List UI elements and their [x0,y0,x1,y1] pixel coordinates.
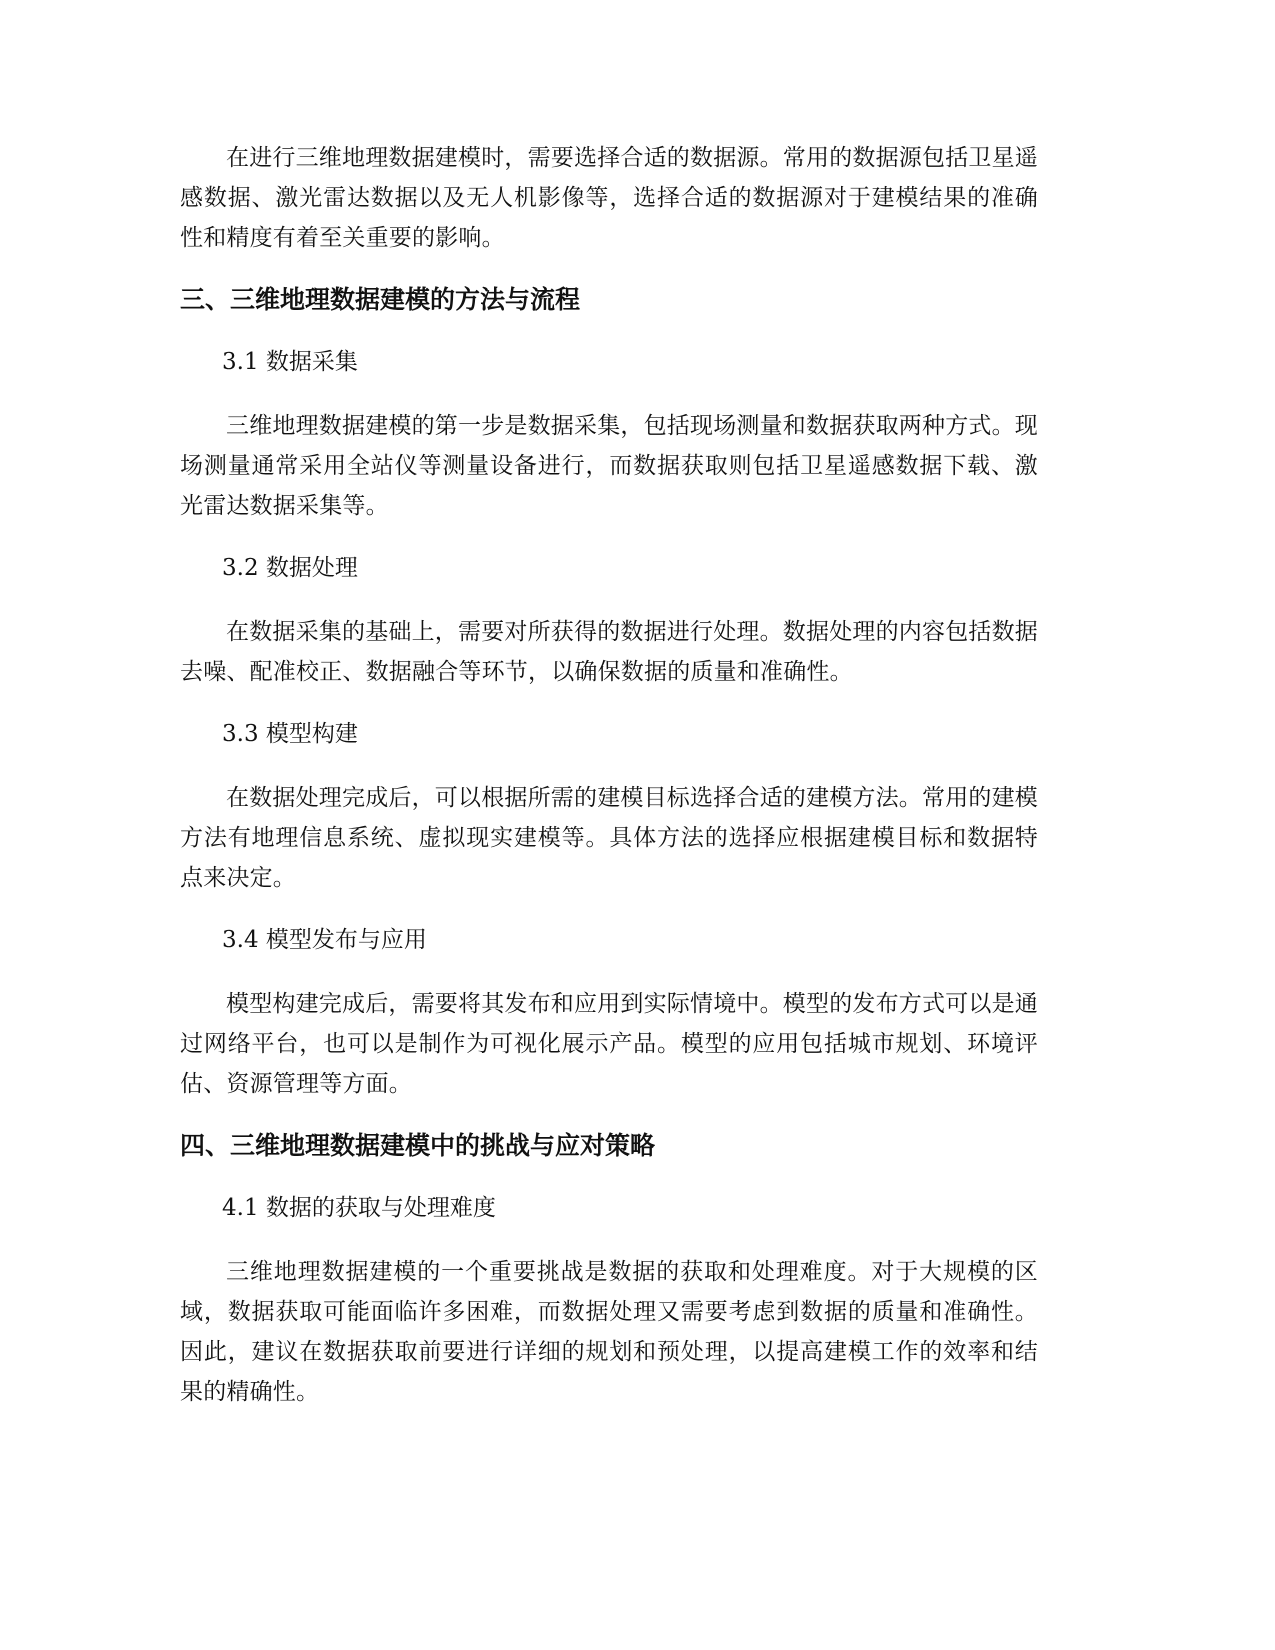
section-heading-3: 三、三维地理数据建模的方法与流程 [180,285,581,314]
paragraph-3-3: 在数据处理完成后，可以根据所需的建模目标选择合适的建模方法。常用的建模方法有地理信息系统、虚拟现实建模等。具体方法的选择应根据建模目标和数据特点来决定。 [180,785,1038,891]
subheading-4-1: 4.1 数据的获取与处理难度 [222,1195,496,1221]
paragraph-4-1: 三维地理数据建模的一个重要挑战是数据的获取和处理难度。对于大规模的区域，数据获取可能面临许多困难，而数据处理又需要考虑到数据的质量和准确性。因此，建议在数据获取前要进行详细的规划和预处理，以提高建模工作的效率和结果的精确性。 [180,1259,1038,1405]
paragraph-data-source: 在进行三维地理数据建模时，需要选择合适的数据源。常用的数据源包括卫星遥感数据、激光雷达数据以及无人机影像等，选择合适的数据源对于建模结果的准确性和精度有着至关重要的影响。 [180,145,1038,251]
paragraph-3-2: 在数据采集的基础上，需要对所获得的数据进行处理。数据处理的内容包括数据去噪、配准校正、数据融合等环节，以确保数据的质量和准确性。 [180,619,1038,685]
document-page [180,138,1038,1412]
paragraph-3-4: 模型构建完成后，需要将其发布和应用到实际情境中。模型的发布方式可以是通过网络平台，也可以是制作为可视化展示产品。模型的应用包括城市规划、环境评估、资源管理等方面。 [180,991,1038,1097]
section-heading-4: 四、三维地理数据建模中的挑战与应对策略 [180,1131,656,1160]
paragraph-3-1: 三维地理数据建模的第一步是数据采集，包括现场测量和数据获取两种方式。现场测量通常采用全站仪等测量设备进行，而数据获取则包括卫星遥感数据下载、激光雷达数据采集等。 [180,413,1038,519]
subheading-3-2: 3.2 数据处理 [222,555,358,581]
subheading-3-1: 3.1 数据采集 [222,349,358,375]
subheading-3-3: 3.3 模型构建 [222,721,358,747]
subheading-3-4: 3.4 模型发布与应用 [222,927,427,953]
